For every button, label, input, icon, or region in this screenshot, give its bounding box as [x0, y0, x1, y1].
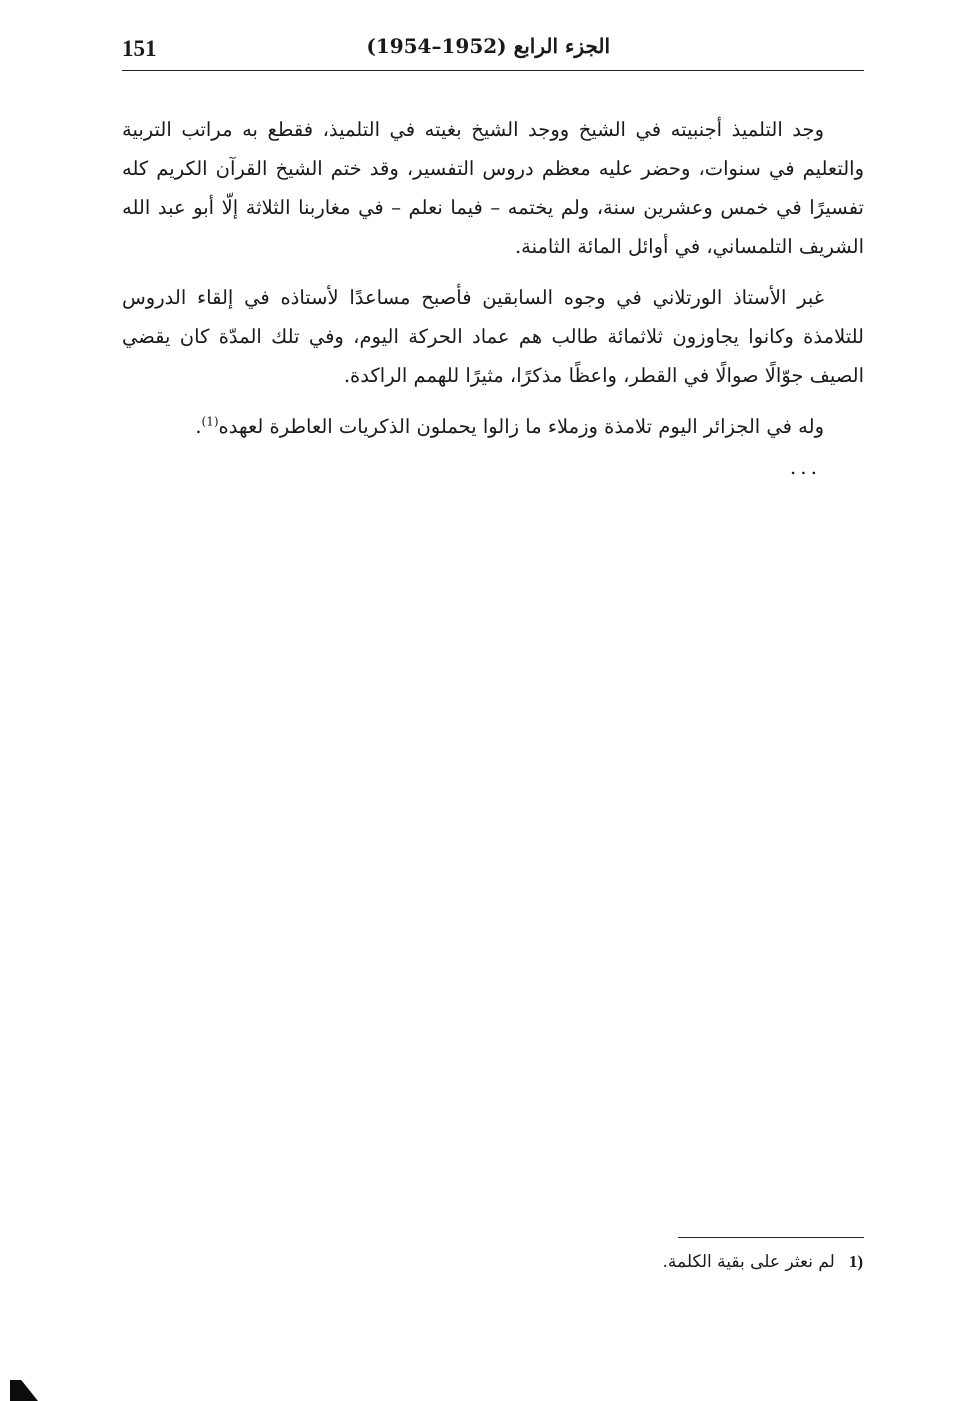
running-title: الجزء الرابع (1952–1954) [366, 34, 610, 58]
page-number: 151 [122, 36, 157, 61]
footnote-reference[interactable]: (1) [201, 414, 219, 429]
header-divider [122, 70, 864, 71]
scan-corner-mark [10, 1380, 38, 1401]
footnote-divider [678, 1237, 864, 1238]
paragraph-with-footnote [122, 407, 864, 446]
paragraph-text: وله في الجزائر اليوم تلامذة وزملاء ما زالوا يحملون الذكريات العاطرة لعهده [218, 415, 824, 438]
paragraph: غبر الأستاذ الورتلاني في وجوه السابقين فأصبح مساعدًا لأستاذه في إلقاء الدروس للتلامذة وكانوا يجاوزون ثلاثمائة طالب هم عماد الحركة اليوم، وفي تلك المدّة كان يقضي الصيف جوّالًا صوالًا في القطر، واعظًا مذكرًا، مثيرًا للهمم الراكدة. [122, 286, 864, 387]
main-text [122, 110, 864, 458]
footnote-number: 1) [848, 1252, 863, 1271]
final-punctuation: . [195, 415, 202, 438]
footnote [662, 1252, 863, 1272]
ellipsis: ... [789, 455, 821, 479]
footnote-text: لم نعثر على بقية الكلمة. [662, 1252, 835, 1272]
running-header [122, 34, 864, 70]
paragraph: وجد التلميذ أجنبيته في الشيخ ووجد الشيخ بغيته في التلميذ، فقطع به مراتب التربية والتعليم في سنوات، وحضر عليه معظم دروس التفسير، وقد ختم الشيخ القرآن الكريم كله تفسيرًا في خمس وعشرين سنة، ولم يختمه – فيما نعلم – في مغاربنا الثلاثة إلّا أبو عبد الله الشريف التلمساني، في أوائل المائة الثامنة. [122, 118, 864, 258]
